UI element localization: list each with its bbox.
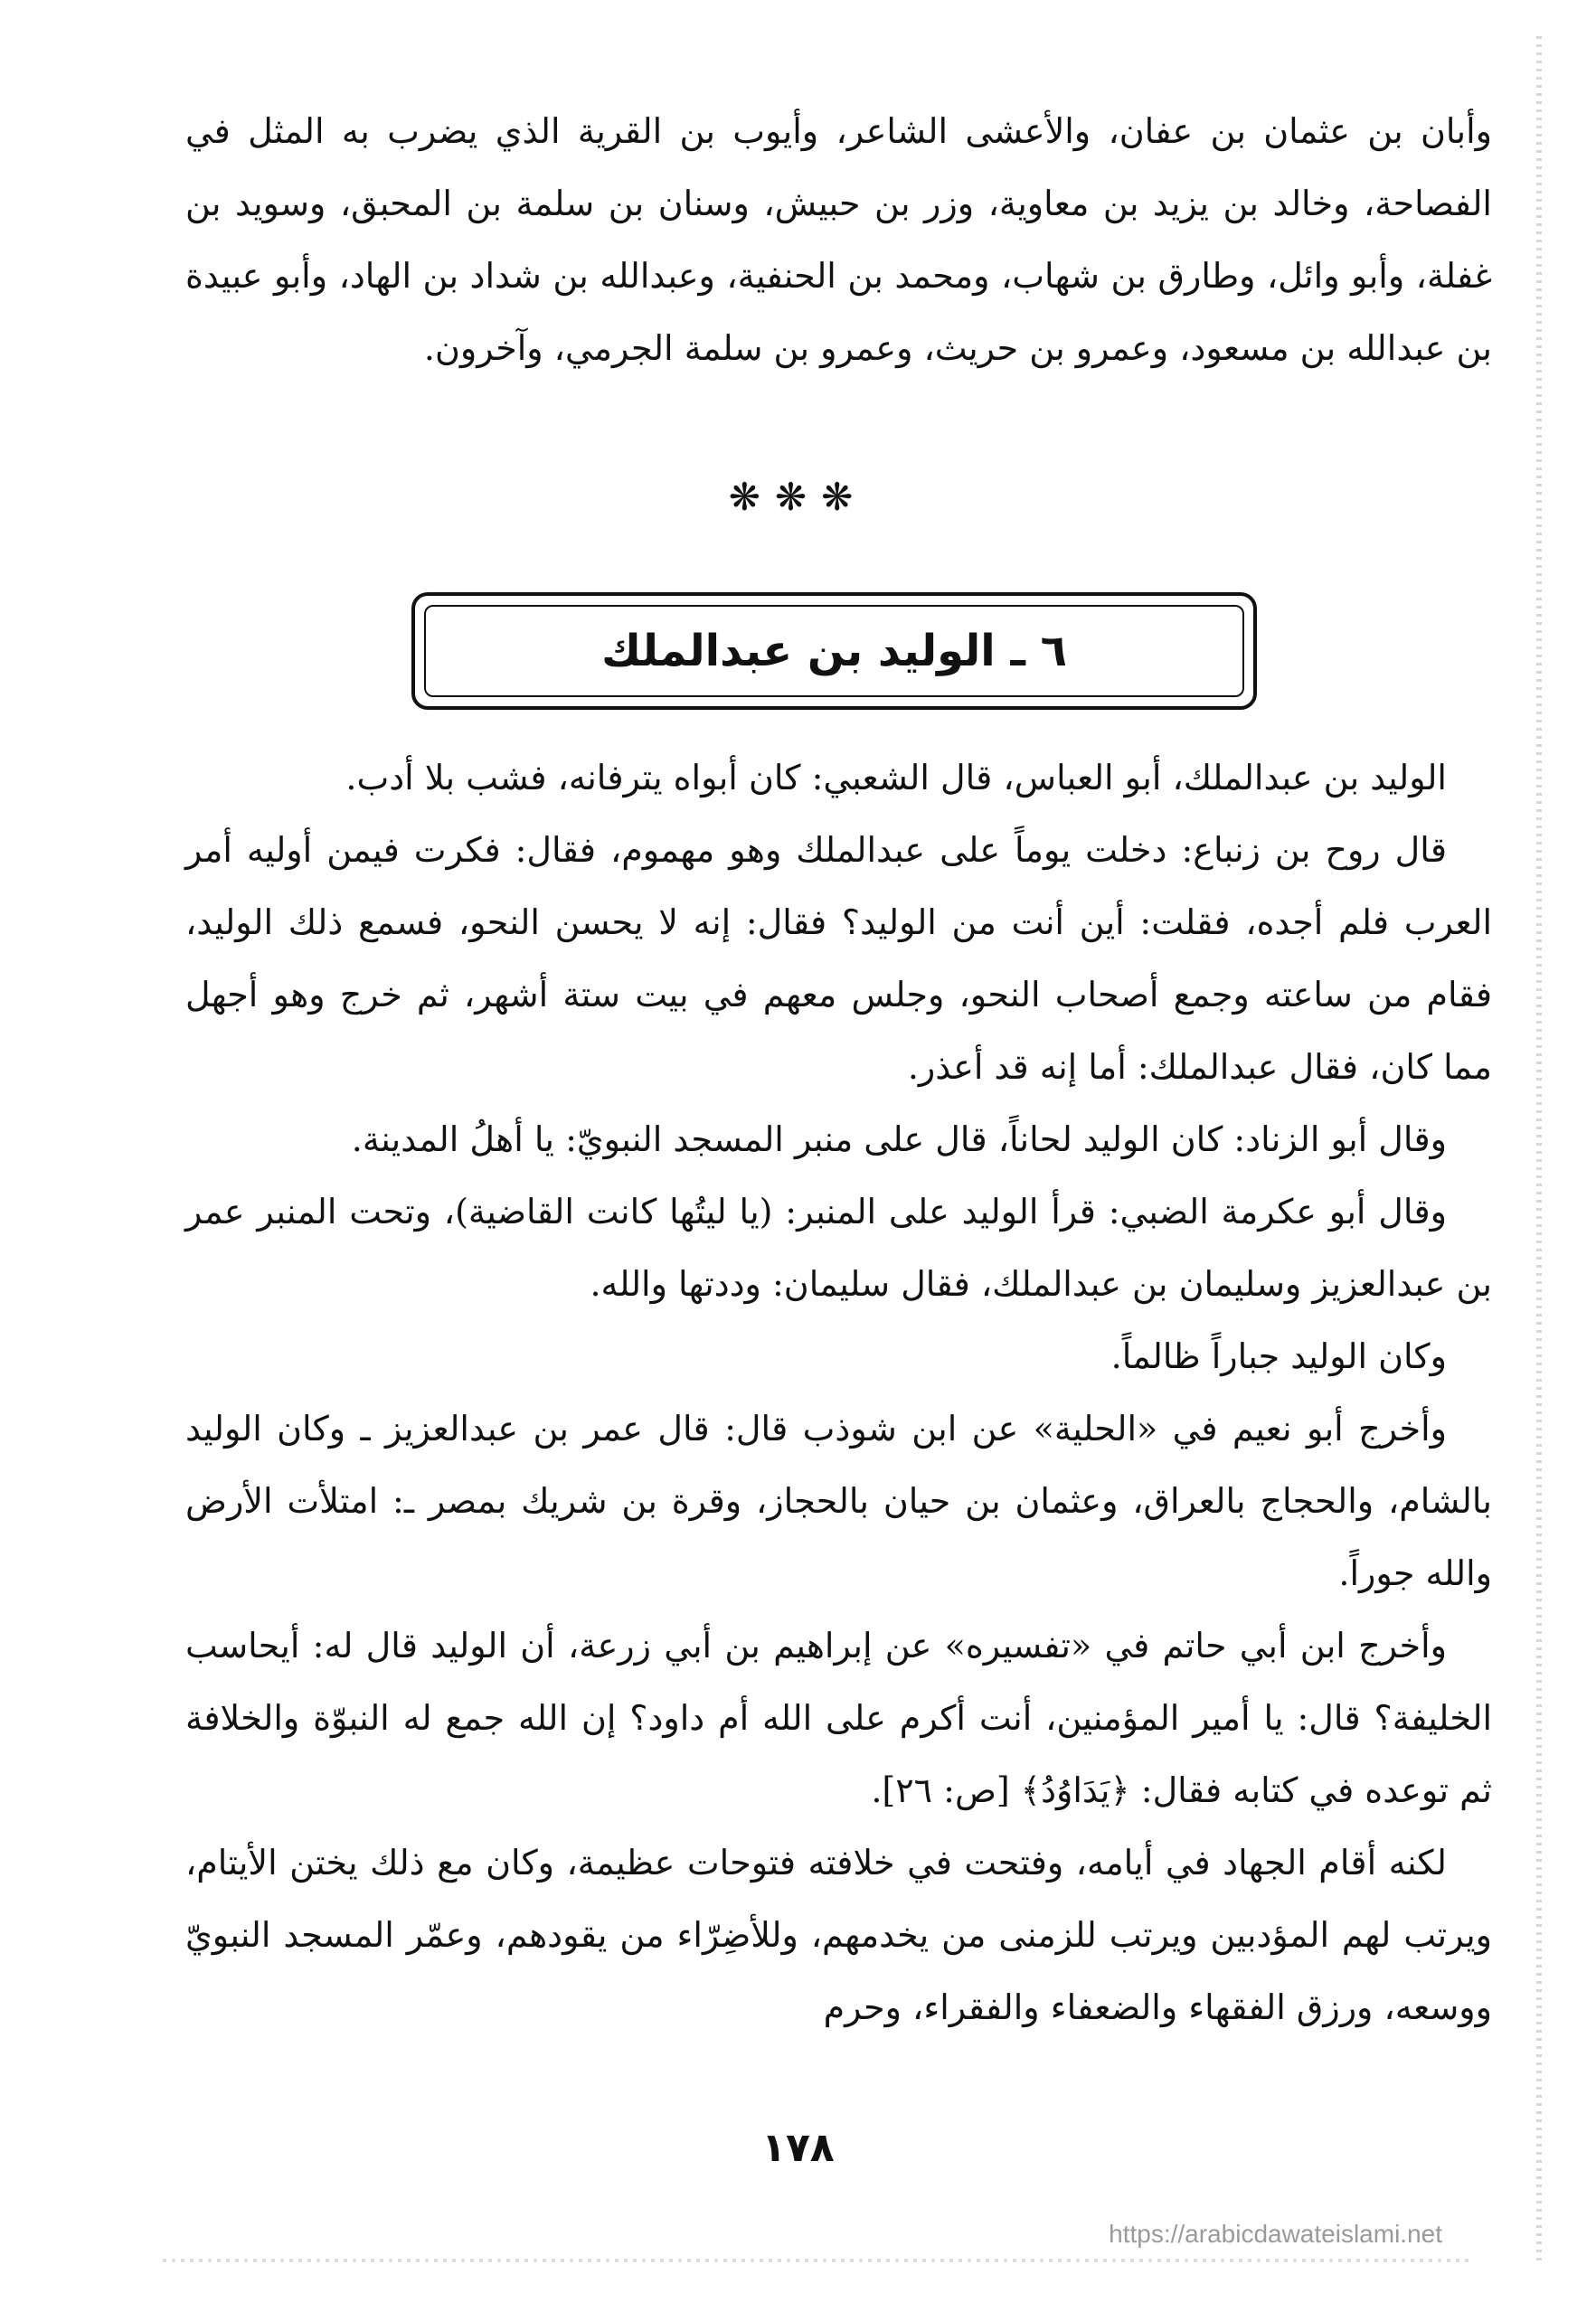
section-title: ٦ ـ الوليد بن عبدالملك xyxy=(601,626,1067,676)
paragraph: قال روح بن زنباع: دخلت يوماً على عبدالملك وهو مهموم، فقال: فكرت فيمن أوليه أمر العرب فلم أجده، فقلت: أين أنت من الوليد؟ فقال: إنه لا يحسن النحو، فسمع ذلك الوليد، فقام من ساعته وجمع أصحاب النحو، وجلس معهم في بيت ستة أشهر، ثم خرج وهو أجهل مما كان، فقال عبدالملك: أما إنه قد أعذر. xyxy=(185,830,1493,1087)
watermark-url: https://arabicdawateislami.net xyxy=(1109,2220,1442,2248)
paragraph: الوليد بن عبدالملك، أبو العباس، قال الشعبي: كان أبواه يترفانه، فشب بلا أدب. xyxy=(345,758,1447,797)
section-divider-ornament: ❋❋❋ xyxy=(728,475,868,519)
continuation-paragraph xyxy=(185,95,1492,384)
section-body xyxy=(185,741,1492,2043)
paragraph: وكان الوليد جباراً ظالماً. xyxy=(1110,1336,1447,1376)
section-title-frame xyxy=(411,592,1257,710)
scan-edge-right xyxy=(1536,36,1542,2260)
paragraph: وقال أبو عكرمة الضبي: قرأ الوليد على المنبر: (يا ليتُها كانت القاضية)، وتحت المنبر عمر بن عبدالعزيز وسليمان بن عبدالملك، فقال سليمان: وددتها والله. xyxy=(185,1192,1492,1304)
scan-edge-bottom xyxy=(163,2259,1474,2262)
paragraph: وقال أبو الزناد: كان الوليد لحاناً، قال على منبر المسجد النبويّ: يا أهلُ المدينة. xyxy=(351,1119,1447,1159)
paragraph: لكنه أقام الجهاد في أيامه، وفتحت في خلافته فتوحات عظيمة، وكان مع ذلك يختن الأيتام، ويرتب لهم المؤدبين ويرتب للزمنى من يخدمهم، وللأضِرّاء من يقودهم، وعمّر المسجد النبويّ ووسعه، ورزق الفقهاء والضعفاء والفقراء، وحرم xyxy=(185,1843,1492,2027)
page-number: ١٧٨ xyxy=(761,2125,835,2171)
paragraph-text: وأبان بن عثمان بن عفان، والأعشى الشاعر، وأيوب بن القرية الذي يضرب به المثل في الفصاحة، وخالد بن يزيد بن معاوية، وزر بن حبيش، وسنان بن سلمة بن المحبق، وسويد بن غفلة، وأبو وائل، وطارق بن شهاب، ومحمد بن الحنفية، وعبدالله بن شداد بن الهاد، وأبو عبيدة بن عبدالله بن مسعود، وعمرو بن حريث، وعمرو بن سلمة الجرمي، وآخرون. xyxy=(185,111,1492,368)
paragraph: وأخرج أبو نعيم في «الحلية» عن ابن شوذب قال: قال عمر بن عبدالعزيز ـ وكان الوليد بالشام، والحجاج بالعراق، وعثمان بن حيان بالحجاز، وقرة بن شريك بمصر ـ: امتلأت الأرض والله جوراً. xyxy=(185,1409,1492,1593)
paragraph: وأخرج ابن أبي حاتم في «تفسيره» عن إبراهيم بن أبي زرعة، أن الوليد قال له: أيحاسب الخليفة؟ قال: يا أمير المؤمنين، أنت أكرم على الله أم داود؟ إن الله جمع له النبوّة والخلافة ثم توعده في كتابه فقال: ﴿يَدَاوُدُ﴾ [ص: ٢٦]. xyxy=(185,1626,1492,1810)
